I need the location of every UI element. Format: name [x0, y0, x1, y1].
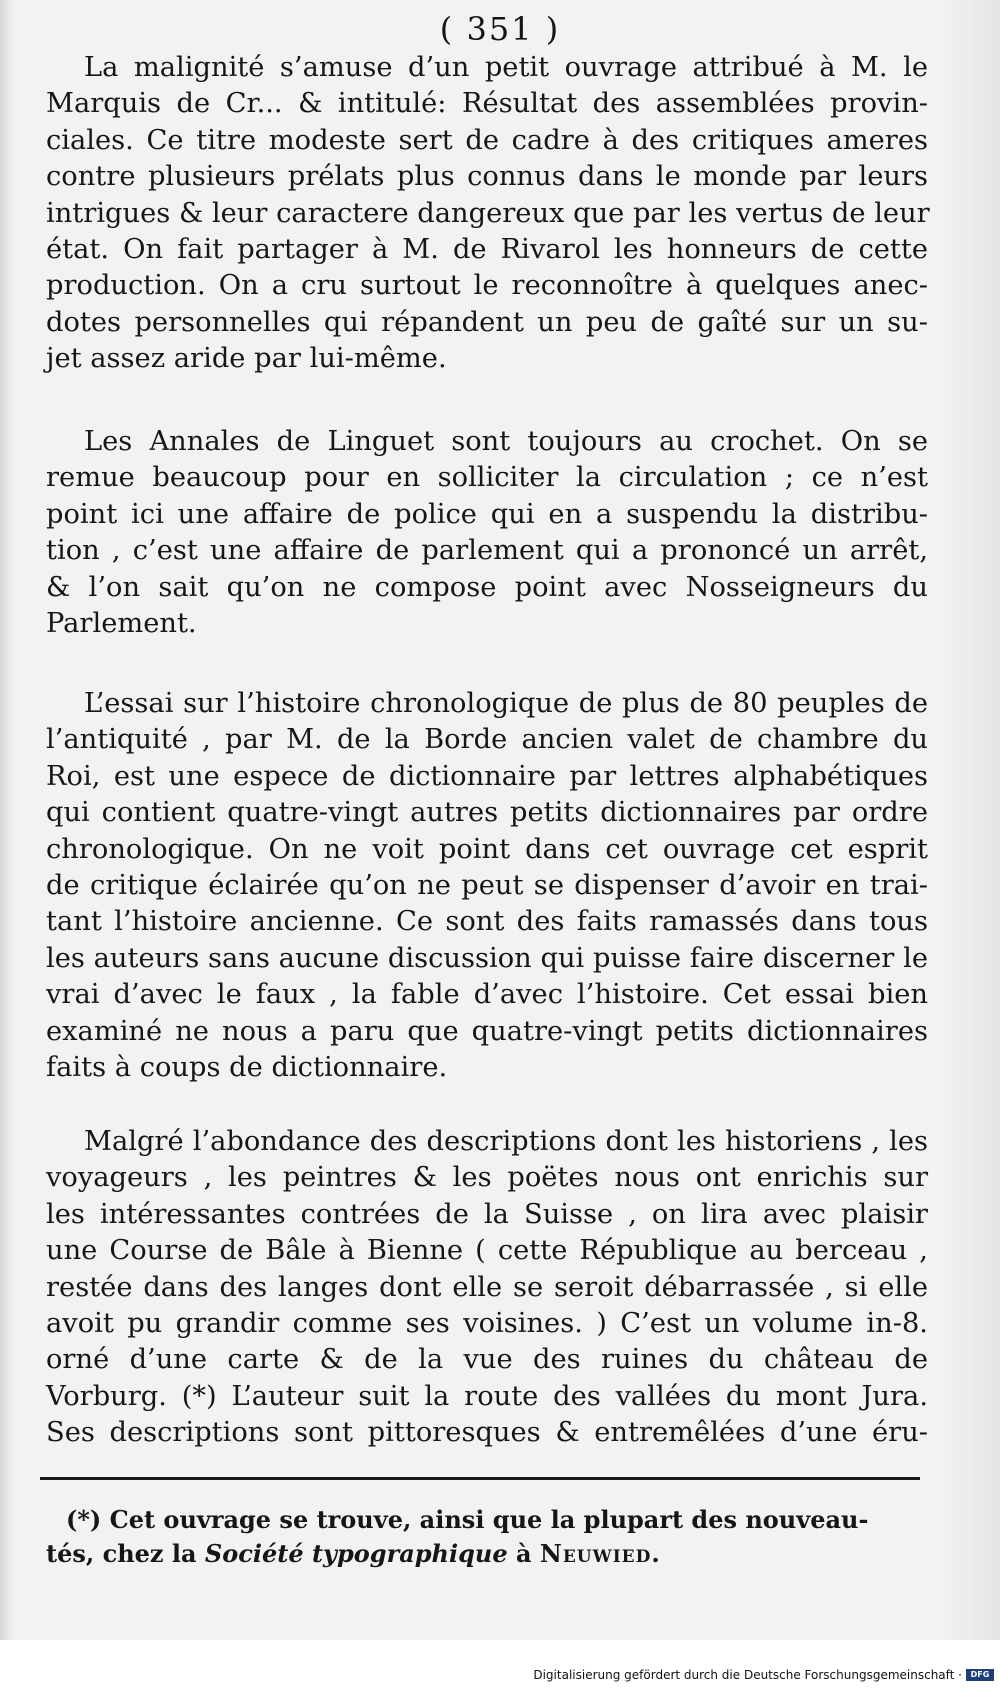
- footnote-text: tés, chez la: [46, 1539, 205, 1568]
- text-line: tion , c’est une affaire de parlement qui a prononcé un arrêt,: [46, 535, 928, 567]
- text-line: Roi, est une espece de dictionnaire par lettres alphabétiques: [46, 760, 928, 792]
- text-line: restée dans des langes dont elle se seroit débarrassée , si elle: [46, 1271, 928, 1303]
- text-line: remue beaucoup pour en solliciter la circulation ; ce n’est: [46, 462, 928, 494]
- text-line: les intéressantes contrées de la Suisse , on lira avec plaisir: [46, 1198, 928, 1230]
- text-line: faits à coups de dictionnaire.: [46, 1052, 448, 1084]
- text-line: intrigues & leur caractere dangereux que par les vertus de leur: [46, 197, 930, 229]
- text-line: Vorburg. (*) L’auteur suit la route des vallées du mont Jura.: [46, 1380, 928, 1412]
- text-line: Malgré l’abondance des descriptions dont les historiens , les: [84, 1126, 928, 1157]
- footnote: [46, 1503, 926, 1571]
- text-line: qui contient quatre-vingt autres petits dictionnaires par ordre: [46, 797, 928, 829]
- text-line: avoit pu grandir comme ses voisines. ) C’est un volume in-8.: [46, 1308, 928, 1340]
- text-line: Parlement.: [46, 608, 197, 640]
- text-line: jet assez aride par lui-même.: [46, 343, 447, 375]
- text-line: Les Annales de Linguet sont toujours au crochet. On se: [84, 426, 928, 457]
- text-line: La malignité s’amuse d’un petit ouvrage attribué à M. le: [84, 52, 928, 83]
- text-line: production. On a cru surtout le reconnoître à quelques anec-: [46, 270, 928, 302]
- text-line: L’essai sur l’histoire chronologique de plus de 80 peuples de: [84, 688, 928, 719]
- text-line: une Course de Bâle à Bienne ( cette République au berceau ,: [46, 1235, 928, 1267]
- text-line: Ses descriptions sont pittoresques & entremêlées d’une éru-: [46, 1417, 928, 1449]
- text-line: l’antiquité , par M. de la Borde ancien valet de chambre du: [46, 724, 928, 756]
- dfg-logo-icon: DFG: [966, 1669, 994, 1681]
- text-line: tant l’histoire ancienne. Ce sont des faits ramassés dans tous: [46, 906, 928, 938]
- footnote-publisher: Société typographique: [204, 1539, 508, 1568]
- text-line: état. On fait partager à M. de Rivarol les honneurs de cette: [46, 234, 928, 266]
- scan-edge-right: [940, 0, 1000, 1640]
- text-line: contre plusieurs prélats plus connus dans le monde par leurs: [46, 161, 928, 193]
- text-line: examiné ne nous a paru que quatre-vingt petits dictionnaires: [46, 1015, 928, 1047]
- text-line: & l’on sait qu’on ne compose point avec Nosseigneurs du: [46, 571, 928, 603]
- footnote-rule: [40, 1477, 920, 1480]
- text-line: de critique éclairée qu’on ne peut se dispenser d’avoir en trai-: [46, 870, 928, 902]
- text-line: ciales. Ce titre modeste sert de cadre à des critiques ameres: [46, 124, 928, 156]
- paragraph-4: [46, 1124, 928, 1452]
- text-line: vrai d’avec le faux , la fable d’avec l’histoire. Cet essai bien: [46, 979, 928, 1011]
- footnote-line: (*) Cet ouvrage se trouve, ainsi que la plupart des nouveau-: [66, 1505, 869, 1534]
- text-line: dotes personnelles qui répandent un peu de gaîté sur un su-: [46, 306, 928, 338]
- text-line: orné d’une carte & de la vue des ruines du château de: [46, 1344, 928, 1376]
- paragraph-1: [46, 50, 928, 378]
- footnote-place: Neuwied.: [539, 1539, 661, 1568]
- scan-edge-left: [0, 0, 14, 1640]
- text-line: chronologique. On ne voit point dans cet ouvrage cet esprit: [46, 833, 928, 865]
- text-line: voyageurs , les peintres & les poëtes nous ont enrichis sur: [46, 1162, 928, 1194]
- credit-text: Digitalisierung gefördert durch die Deutsche Forschungsgemeinschaft ·: [533, 1668, 962, 1682]
- text-line: point ici une affaire de police qui en a suspendu la distribu-: [46, 498, 928, 530]
- paragraph-3: [46, 686, 928, 1086]
- text-line: les auteurs sans aucune discussion qui puisse faire discerner le: [46, 942, 928, 974]
- footnote-line: [46, 1537, 926, 1571]
- digitization-credit: [533, 1668, 994, 1682]
- paragraph-2: [46, 424, 928, 642]
- page-number: ( 351 ): [439, 10, 561, 48]
- text-line: Marquis de Cr... & intitulé: Résultat des assemblées provin-: [46, 88, 928, 120]
- footnote-text: à: [507, 1539, 540, 1568]
